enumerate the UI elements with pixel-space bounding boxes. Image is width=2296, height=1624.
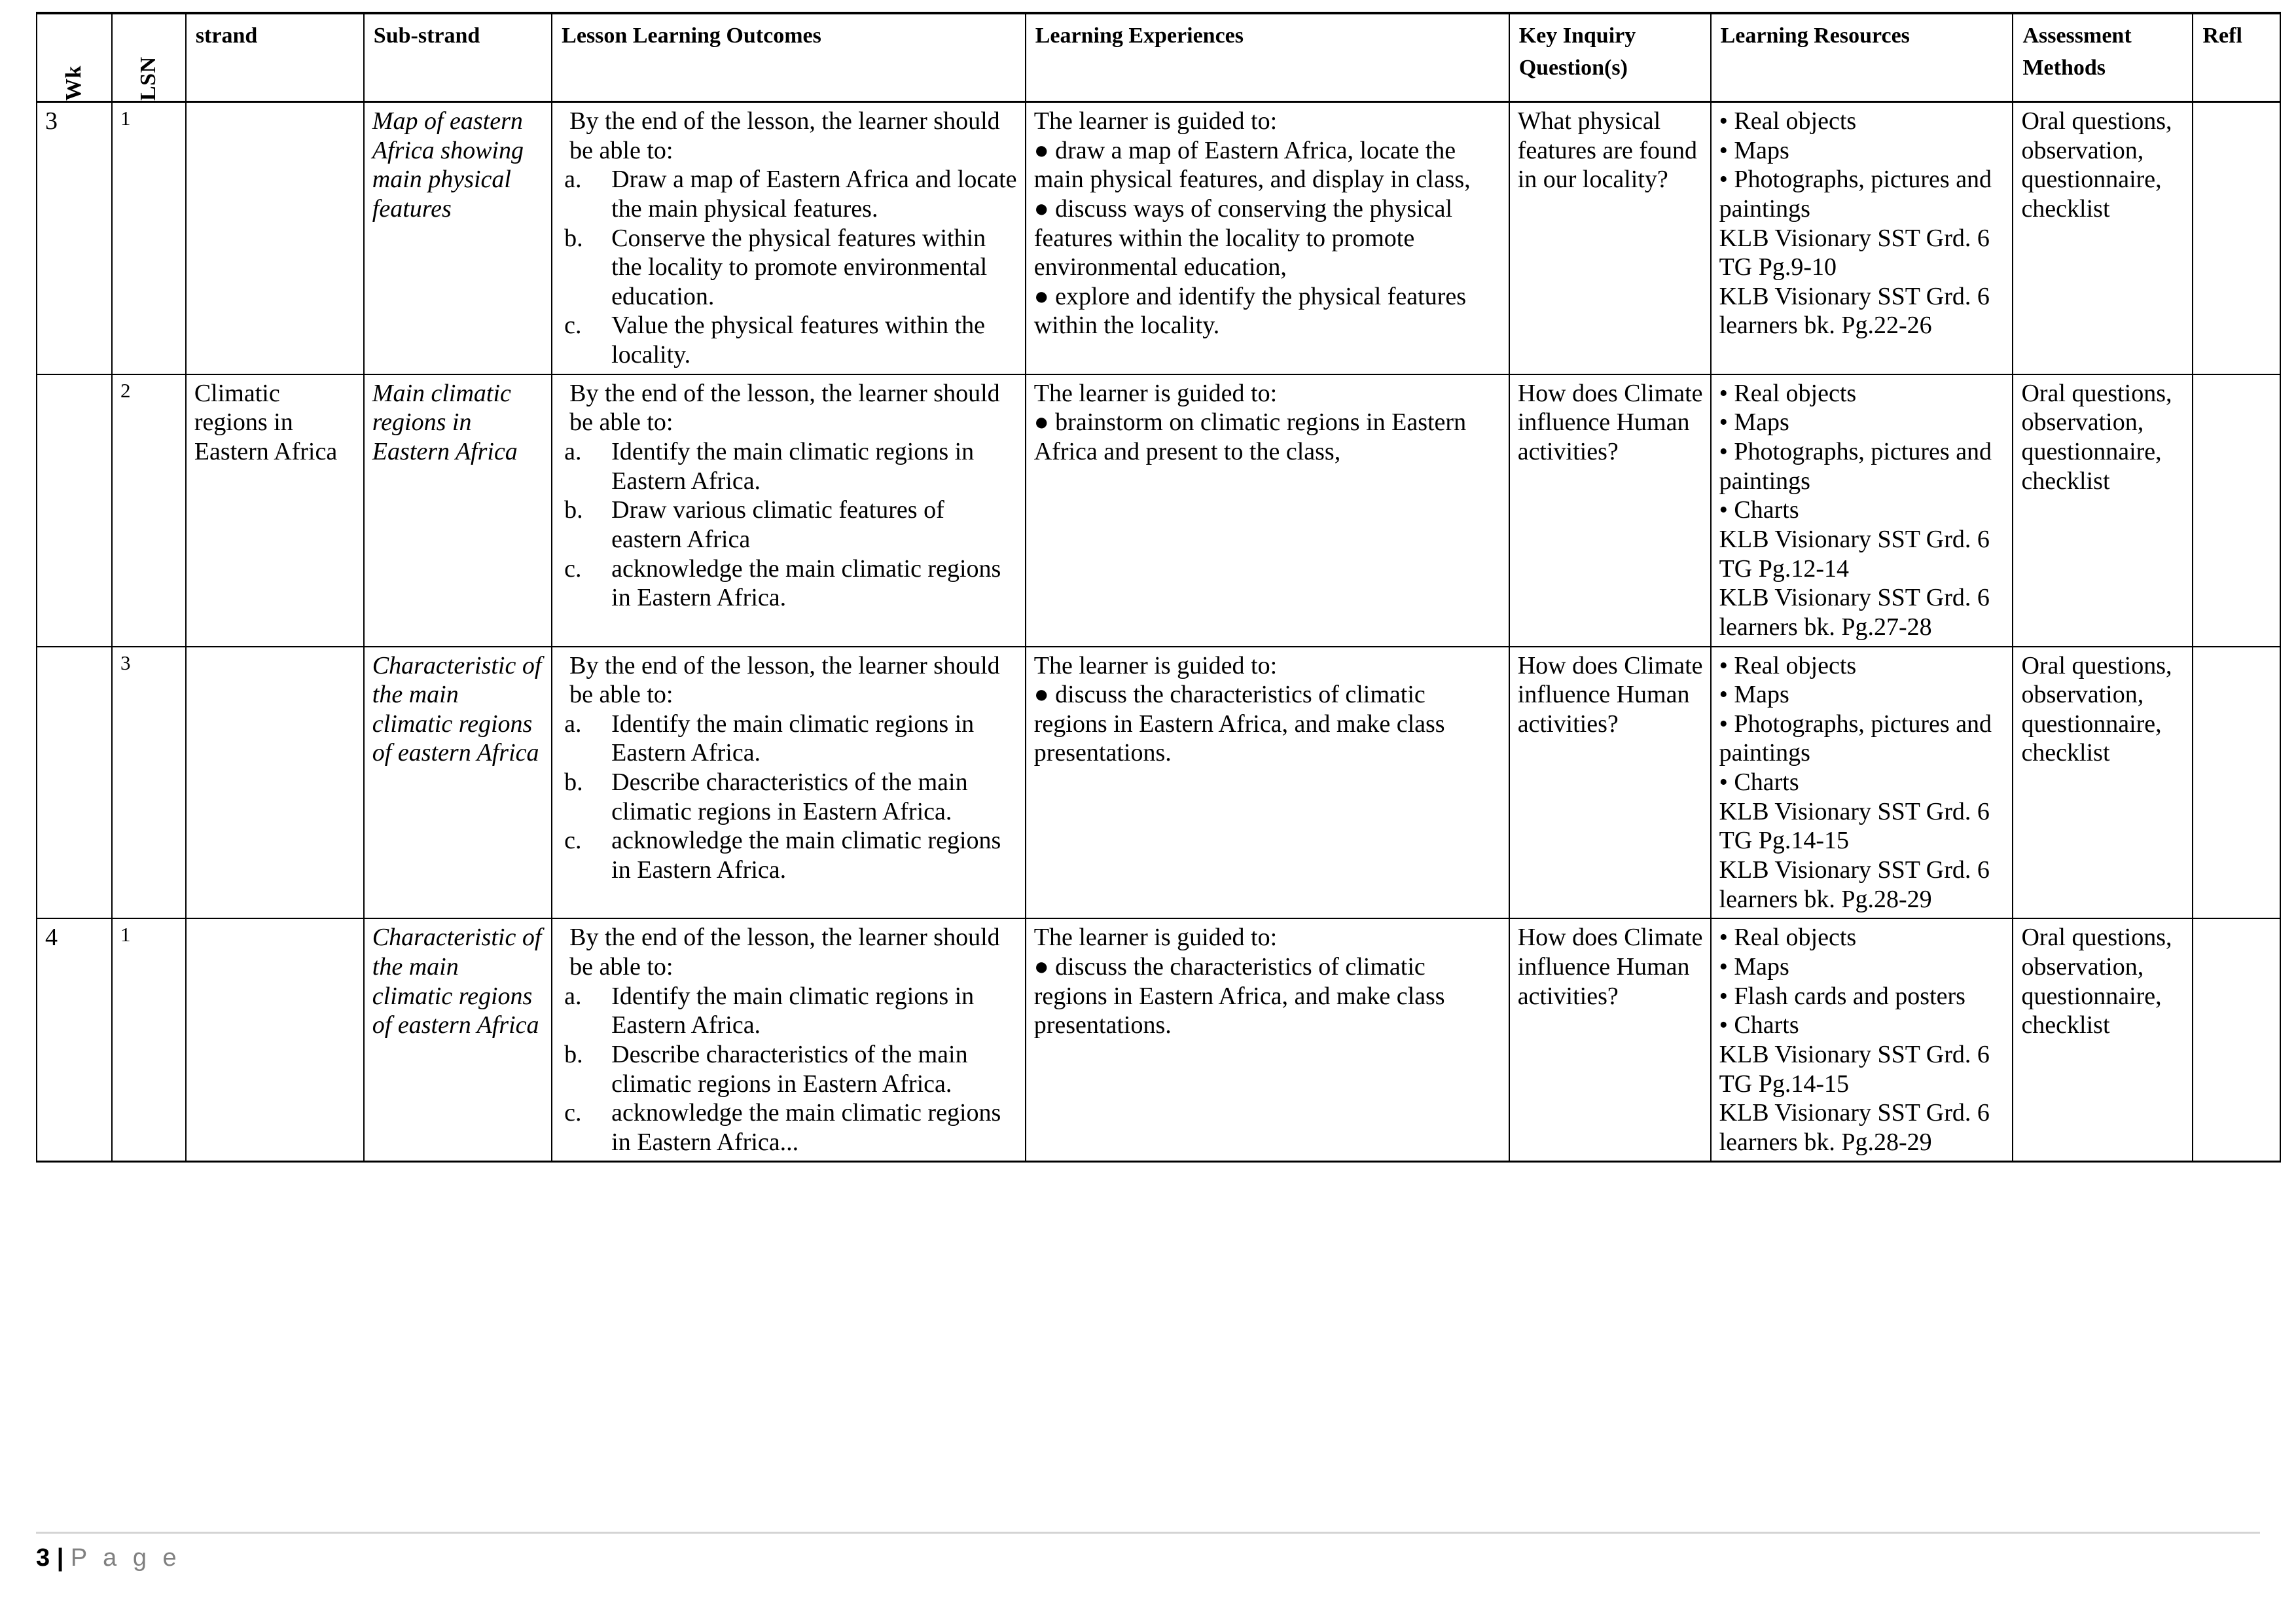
footer-separator: | [56,1544,64,1572]
resource-bullet-item: • Photographs, pictures and paintings [1719,438,1992,495]
resource-reference: KLB Visionary SST Grd. 6 learners bk. Pg.22-26 [1719,282,1990,340]
cell-lesson-learning-outcomes [552,647,1026,919]
cell-learning-experiences [1026,102,1509,374]
cell-refl [2193,374,2280,647]
outcome-marker: b. [564,224,583,252]
outcome-item [560,554,1018,613]
column-header-sub-strand: Sub-strand [364,13,552,102]
cell-week: 4 [37,918,112,1162]
outcomes-list [560,165,1018,369]
cell-learning-resources [1711,102,2013,374]
resource-bullet-item: • Charts [1719,496,1799,524]
resource-reference: KLB Visionary SST Grd. 6 TG Pg.12-14 [1719,525,1990,583]
cell-refl [2193,918,2280,1162]
resources-bullet-list [1719,379,2006,525]
column-header-key-inquiry-questions [1509,13,1711,102]
outcome-marker: c. [564,312,582,340]
outcome-marker: b. [564,1040,583,1068]
cell-strand [186,102,364,374]
cell-learning-resources [1711,647,2013,919]
column-header-week [37,13,112,102]
outcomes-lead: By the end of the lesson, the learner should be able to: [569,651,1000,709]
resource-bullet-item: • Maps [1719,952,1789,981]
outcome-text: Describe characteristics of the main climatic regions in Eastern Africa. [611,1040,968,1098]
outcome-text: Draw various climatic features of eastern Africa [611,496,944,553]
resource-reference: KLB Visionary SST Grd. 6 TG Pg.14-15 [1719,1040,1990,1098]
cell-lesson: 1 [112,102,186,374]
cell-lesson-learning-outcomes [552,102,1026,374]
cell-sub-strand: Characteristic of the main climatic regions of eastern Africa [364,918,552,1162]
outcome-item [560,1040,1018,1098]
outcomes-lead: By the end of the lesson, the learner should be able to: [569,107,1000,164]
outcomes-lead: By the end of the lesson, the learner should be able to: [569,379,1000,437]
experience-item: ● discuss the characteristics of climatic regions in Eastern Africa, and make class presentations. [1033,681,1445,767]
assessment-header-line-2: Methods [2022,56,2106,81]
scheme-of-work-sheet [36,12,2281,1163]
cell-week [37,647,112,919]
table-row [37,647,2280,919]
cell-key-inquiry-question: How does Climate influence Human activities? [1509,374,1711,647]
resource-bullet-item: • Maps [1719,136,1789,164]
outcome-text: Identify the main climatic regions in Eastern Africa. [611,438,975,495]
column-header-refl: Refl [2193,13,2280,102]
outcome-item [560,982,1018,1040]
table-header-row [37,13,2280,102]
outcome-text: acknowledge the main climatic regions in Eastern Africa. [611,827,1001,884]
column-header-assessment-methods [2013,13,2193,102]
experiences-lead: The learner is guided to: [1033,924,1278,952]
outcome-item [560,311,1018,369]
column-header-lesson-learning-outcomes: Lesson Learning Outcomes [552,13,1026,102]
outcome-marker: c. [564,554,582,583]
resource-bullet-item: • Photographs, pictures and paintings [1719,710,1992,767]
cell-assessment-methods: Oral questions, observation, questionnaire, checklist [2013,374,2193,647]
cell-strand [186,647,364,919]
cell-lesson: 1 [112,918,186,1162]
resource-bullet-item: • Real objects [1719,107,1857,135]
experience-item: ● draw a map of Eastern Africa, locate the main physical features, and display in class, [1033,136,1471,194]
resource-bullet-item: • Photographs, pictures and paintings [1719,166,1992,223]
outcome-text: Value the physical features within the locality. [611,312,986,369]
resource-bullet-item: • Real objects [1719,924,1857,952]
column-header-learning-resources: Learning Resources [1711,13,2013,102]
resources-bullet-list [1719,107,2006,224]
cell-lesson: 3 [112,647,186,919]
scheme-of-work-table [36,12,2281,1163]
outcome-text: acknowledge the main climatic regions in Eastern Africa. [611,554,1001,612]
outcomes-lead: By the end of the lesson, the learner should be able to: [569,924,1000,981]
outcome-marker: c. [564,1099,582,1127]
resource-bullet-item: • Maps [1719,681,1789,709]
outcome-text: Conserve the physical features within the locality to promote environmental education. [611,224,988,310]
cell-sub-strand: Characteristic of the main climatic regions of eastern Africa [364,647,552,919]
cell-learning-experiences [1026,647,1509,919]
cell-learning-experiences [1026,918,1509,1162]
outcome-text: acknowledge the main climatic regions in Eastern Africa... [611,1099,1001,1156]
outcome-marker: a. [564,438,582,466]
outcome-text: Draw a map of Eastern Africa and locate the main physical features. [611,166,1017,223]
cell-week: 3 [37,102,112,374]
outcome-marker: a. [564,166,582,194]
outcome-marker: b. [564,496,583,524]
footer-page-number: 3 [36,1544,50,1572]
outcome-text: Identify the main climatic regions in Eastern Africa. [611,982,975,1039]
footer-divider [36,1532,2260,1534]
experiences-lead: The learner is guided to: [1033,379,1278,407]
outcome-marker: a. [564,982,582,1010]
outcome-text: Describe characteristics of the main climatic regions in Eastern Africa. [611,768,968,825]
outcome-text: Identify the main climatic regions in Eastern Africa. [611,710,975,767]
cell-lesson: 2 [112,374,186,647]
experiences-lead: The learner is guided to: [1033,107,1278,135]
experience-item: ● explore and identify the physical features within the locality. [1033,282,1467,340]
resources-bullet-list [1719,651,2006,797]
cell-strand [186,918,364,1162]
cell-learning-resources [1711,918,2013,1162]
outcome-item [560,710,1018,768]
cell-key-inquiry-question: How does Climate influence Human activities? [1509,918,1711,1162]
cell-learning-experiences [1026,374,1509,647]
cell-lesson-learning-outcomes [552,918,1026,1162]
resource-bullet-item: • Real objects [1719,651,1857,679]
outcome-item [560,1098,1018,1157]
cell-assessment-methods: Oral questions, observation, questionnaire, checklist [2013,102,2193,374]
table-row [37,374,2280,647]
column-header-strand: strand [186,13,364,102]
outcome-item [560,224,1018,312]
table-row [37,102,2280,374]
cell-lesson-learning-outcomes [552,374,1026,647]
resource-reference: KLB Visionary SST Grd. 6 TG Pg.9-10 [1719,224,1990,281]
footer-page-word: P a g e [70,1544,181,1572]
outcome-marker: b. [564,768,583,797]
column-header-lesson-label: LSN [136,56,161,101]
cell-refl [2193,647,2280,919]
cell-key-inquiry-question: What physical features are found in our locality? [1509,102,1711,374]
resource-reference: KLB Visionary SST Grd. 6 learners bk. Pg.27-28 [1719,584,1990,641]
key-inquiry-header-line-1: Key Inquiry [1518,24,1636,48]
experience-item: ● discuss the characteristics of climatic regions in Eastern Africa, and make class presentations. [1033,952,1445,1039]
outcomes-list [560,710,1018,885]
resource-reference: KLB Visionary SST Grd. 6 learners bk. Pg.28-29 [1719,856,1990,913]
cell-assessment-methods: Oral questions, observation, questionnaire, checklist [2013,918,2193,1162]
cell-sub-strand: Map of eastern Africa showing main physical features [364,102,552,374]
resource-bullet-item: • Flash cards and posters [1719,982,1965,1010]
column-header-week-label: Wk [62,65,86,101]
resource-reference: KLB Visionary SST Grd. 6 learners bk. Pg.28-29 [1719,1099,1990,1156]
outcome-item [560,437,1018,496]
outcome-marker: a. [564,710,582,738]
column-header-learning-experiences: Learning Experiences [1026,13,1509,102]
cell-learning-resources [1711,374,2013,647]
table-body [37,102,2280,1162]
cell-refl [2193,102,2280,374]
experience-item: ● brainstorm on climatic regions in Eastern Africa and present to the class, [1033,408,1467,466]
cell-assessment-methods: Oral questions, observation, questionnaire, checklist [2013,647,2193,919]
resource-bullet-item: • Charts [1719,768,1799,797]
experience-item: ● discuss ways of conserving the physical features within the locality to promote environmental education, [1033,194,1453,281]
cell-week [37,374,112,647]
outcomes-list [560,982,1018,1157]
cell-key-inquiry-question: How does Climate influence Human activities? [1509,647,1711,919]
outcomes-list [560,437,1018,613]
resource-reference: KLB Visionary SST Grd. 6 TG Pg.14-15 [1719,797,1990,855]
page-footer [36,1532,2260,1572]
resource-bullet-item: • Real objects [1719,379,1857,407]
resources-bullet-list [1719,923,2006,1040]
outcome-marker: c. [564,827,582,855]
assessment-header-line-1: Assessment [2022,24,2132,48]
resource-bullet-item: • Charts [1719,1011,1799,1039]
resource-bullet-item: • Maps [1719,408,1789,437]
experiences-lead: The learner is guided to: [1033,651,1278,679]
key-inquiry-header-line-2: Question(s) [1518,56,1628,81]
cell-sub-strand: Main climatic regions in Eastern Africa [364,374,552,647]
outcome-item [560,768,1018,826]
outcome-item [560,165,1018,223]
table-row [37,918,2280,1162]
column-header-lesson [112,13,186,102]
cell-strand: Climatic regions in Eastern Africa [186,374,364,647]
page-number-footer [36,1544,2260,1572]
outcome-item [560,826,1018,884]
outcome-item [560,496,1018,554]
